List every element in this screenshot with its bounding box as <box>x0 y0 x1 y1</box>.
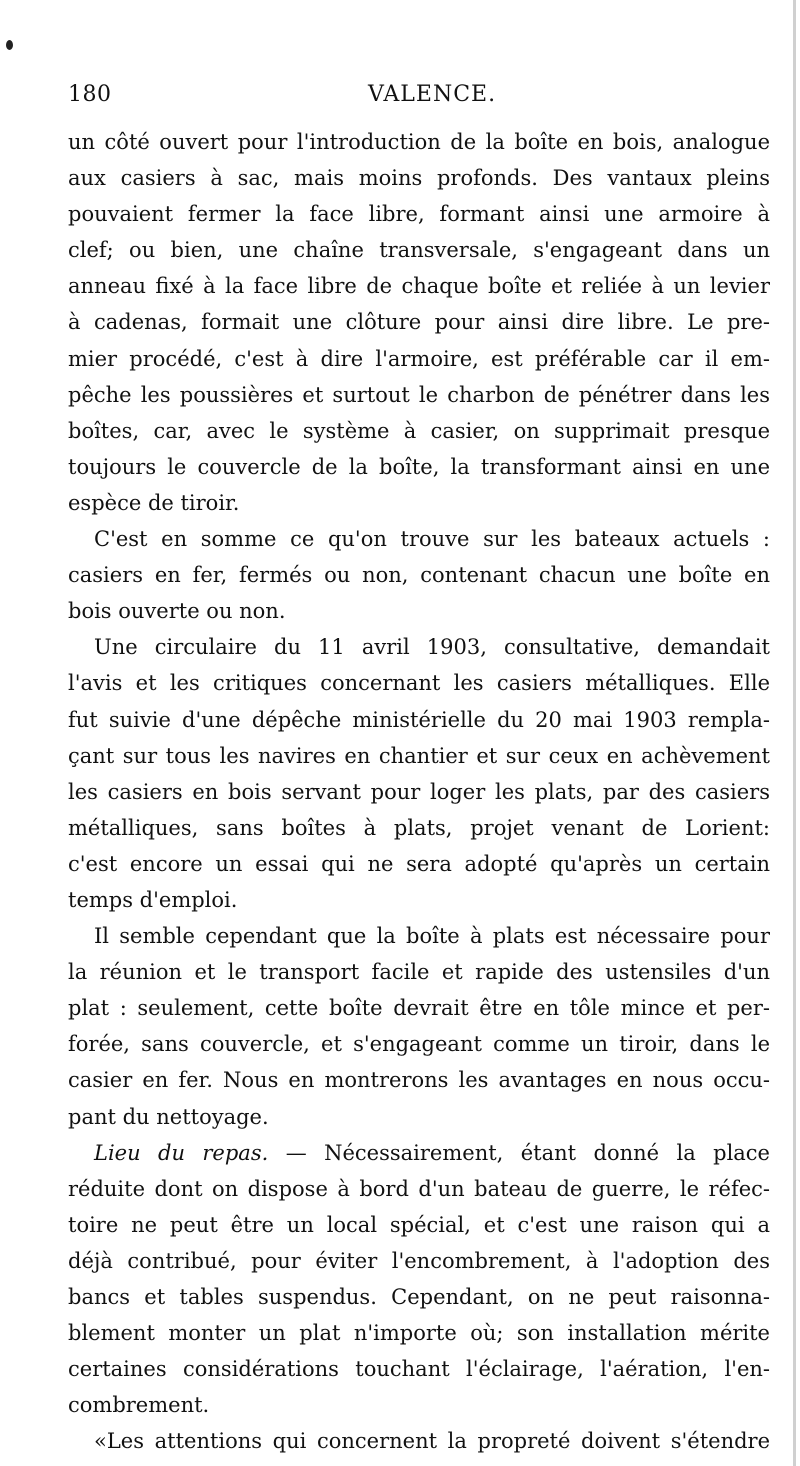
text-line: déjà contribué, pour éviter l'encombrement, à l'adoption des <box>68 1248 770 1273</box>
text-line: anneau fixé à la face libre de chaque boîte et reliée à un levier <box>68 274 770 299</box>
text-line: réduite dont on dispose à bord d'un bateau de guerre, le réfec- <box>68 1176 770 1201</box>
text-line: aux casiers à sac, mais moins profonds. Des vantaux pleins <box>68 166 770 191</box>
text-line: mier procédé, c'est à dire l'armoire, est préférable car il em- <box>68 346 770 371</box>
text-line: pouvaient fermer la face libre, formant ainsi une armoire à <box>68 202 770 227</box>
page-header <box>68 82 768 116</box>
section-heading-text: — Nécessairement, étant donné la place <box>285 1140 770 1165</box>
text-line: casier en fer. Nous en montrerons les avantages en nous occu- <box>68 1068 770 1093</box>
text-line: c'est encore un essai qui ne sera adopté qu'après un certain <box>68 851 770 876</box>
text-line: forée, sans couvercle, et s'engageant comme un tiroir, dans le <box>68 1032 770 1057</box>
text-line: la réunion et le transport facile et rapide des ustensiles d'un <box>68 960 770 985</box>
text-line: combrement. <box>68 1393 210 1418</box>
text-line: blement monter un plat n'importe où; son installation mérite <box>68 1321 770 1346</box>
text-line: certaines considérations touchant l'éclairage, l'aération, l'en- <box>68 1357 770 1382</box>
section-heading: Lieu du repas. <box>94 1140 269 1165</box>
text-line: pêche les poussières et surtout le charbon de pénétrer dans les <box>68 382 770 407</box>
page-number: 180 <box>68 82 112 107</box>
paragraph-start-line: Une circulaire du 11 avril 1903, consultative, demandait <box>94 635 770 660</box>
text-line: l'avis et les critiques concernant les casiers métalliques. Elle <box>68 671 770 696</box>
text-line: çant sur tous les navires en chantier et sur ceux en achèvement <box>68 743 770 768</box>
text-line: temps d'emploi. <box>68 887 238 912</box>
running-head: VALENCE. <box>368 82 497 107</box>
text-line: espèce de tiroir. <box>68 490 240 515</box>
text-line: les casiers en bois servant pour loger les plats, par des casiers <box>68 779 770 804</box>
text-line: toujours le couvercle de la boîte, la transformant ainsi en une <box>68 454 770 479</box>
body-text <box>68 124 770 1459</box>
text-line: fut suivie d'une dépêche ministérielle du 20 mai 1903 rempla- <box>68 707 770 732</box>
text-line: bois ouverte ou non. <box>68 599 286 624</box>
text-line: clef; ou bien, une chaîne transversale, s'engageant dans un <box>68 238 770 263</box>
text-line: bancs et tables suspendus. Cependant, on ne peut raisonna- <box>68 1285 770 1309</box>
page-edge-shadow <box>793 0 796 1466</box>
text-line: métalliques, sans boîtes à plats, projet venant de Lorient: <box>68 815 770 840</box>
paragraph-start-line: Il semble cependant que la boîte à plats est nécessaire pour <box>94 924 770 949</box>
section-heading-line <box>68 1135 770 1171</box>
paragraph-start-line: C'est en somme ce qu'on trouve sur les bateaux actuels : <box>94 527 770 552</box>
margin-ink-mark <box>6 40 13 50</box>
paragraph-start-line: «Les attentions qui concernent la propreté doivent s'étendre <box>94 1429 770 1454</box>
text-line: un côté ouvert pour l'introduction de la boîte en bois, analogue <box>68 130 770 154</box>
text-line: pant du nettoyage. <box>68 1104 269 1129</box>
text-line: boîtes, car, avec le système à casier, on supprimait presque <box>68 418 770 443</box>
text-line: plat : seulement, cette boîte devrait être en tôle mince et per- <box>68 996 770 1021</box>
text-line: à cadenas, formait une clôture pour ainsi dire libre. Le pre- <box>68 310 770 335</box>
text-line: toire ne peut être un local spécial, et c'est une raison qui a <box>68 1212 770 1237</box>
text-line: casiers en fer, fermés ou non, contenant chacun une boîte en <box>68 563 770 588</box>
